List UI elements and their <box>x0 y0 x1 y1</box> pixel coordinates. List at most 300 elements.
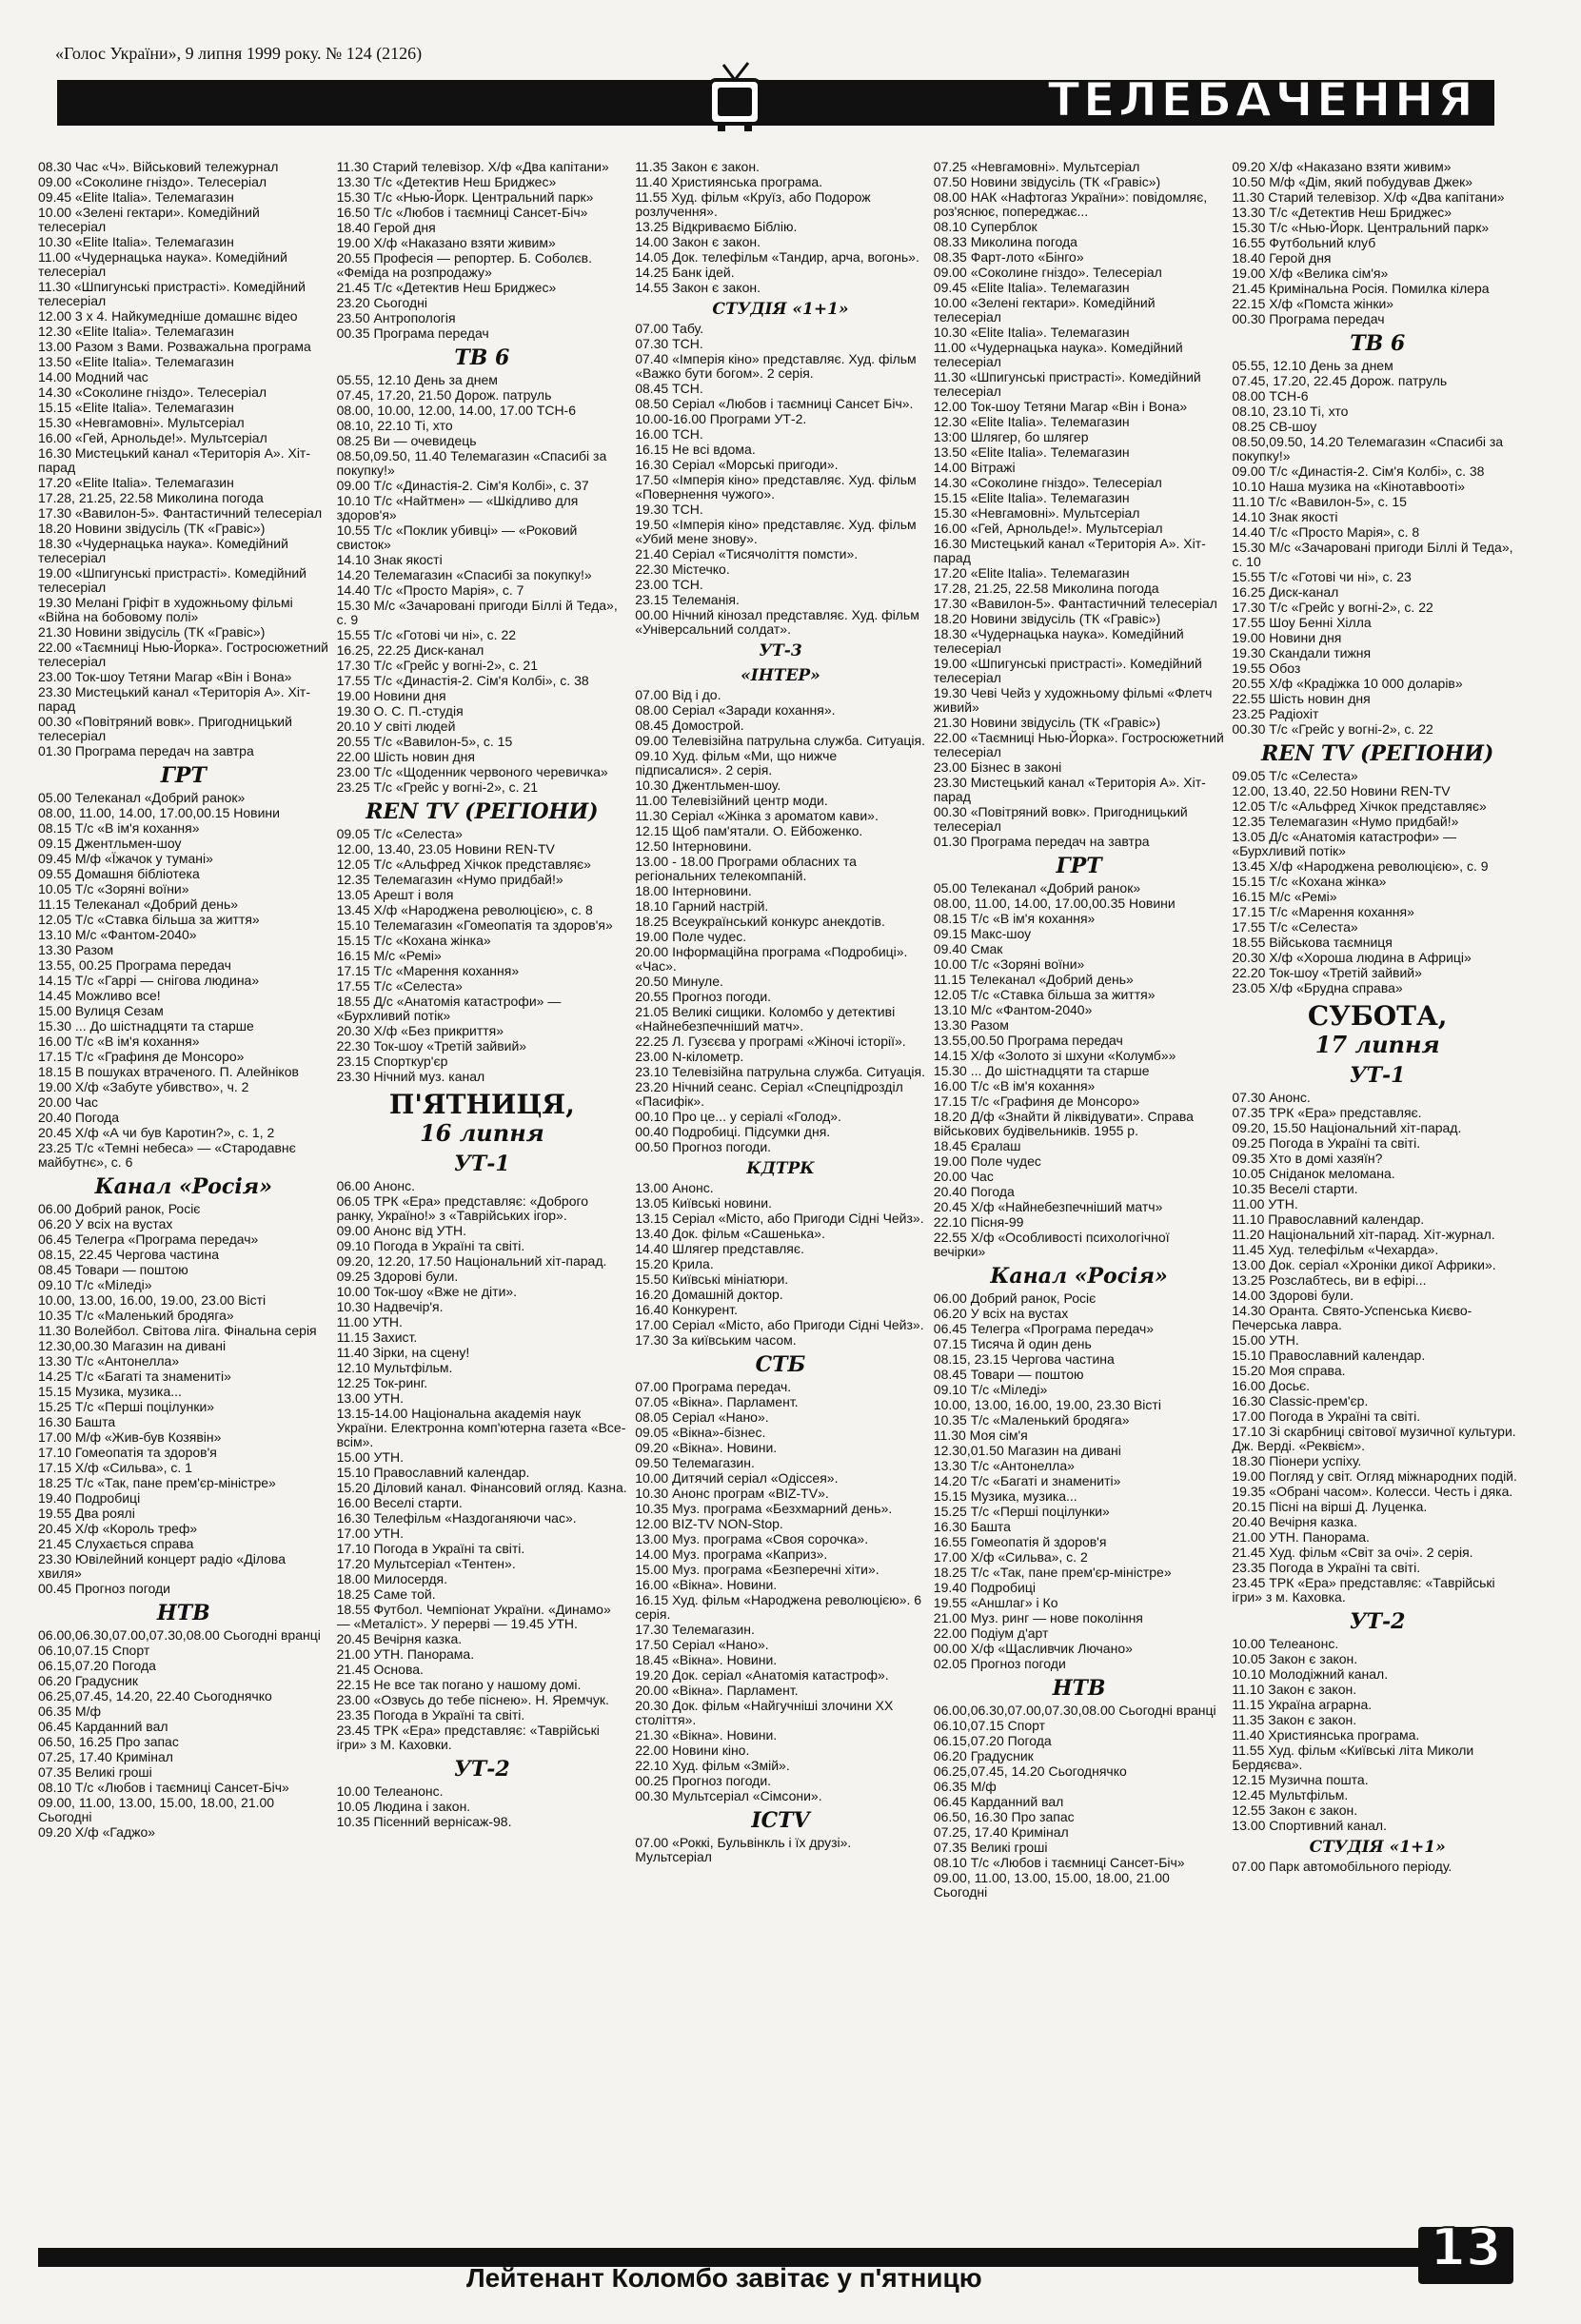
program-entry <box>38 1720 329 1734</box>
program-title: СВ-шоу <box>1265 419 1317 434</box>
program-time: 15.30 <box>336 598 370 613</box>
program-time: 23.30 <box>933 775 967 790</box>
program-entry <box>934 1810 1225 1824</box>
program-entry <box>934 731 1225 759</box>
program-time: 09.00 <box>38 174 72 189</box>
footer-headline: Лейтенант Коломбо завітає у п'ятницю <box>466 2263 982 2293</box>
program-title: Футбольний клуб <box>1265 235 1376 250</box>
program-title: «Імперія кіно» представляє. Худ. фільм «Убий мене знову». <box>635 517 917 546</box>
program-entry <box>337 1239 628 1253</box>
program-entry <box>38 1674 329 1688</box>
program-title: Україна аграрна. <box>1264 1697 1373 1712</box>
program-time: 13.15 <box>635 1211 669 1226</box>
program-time: 15.30 <box>1232 220 1266 235</box>
program-time: 14.10 <box>1232 509 1266 524</box>
program-entry <box>635 190 926 219</box>
program-title: Серіал «Морські пригоди». <box>668 457 839 472</box>
program-title: Карданний вал <box>966 1794 1064 1809</box>
program-title: Ток-шоу Тетяни Магар «Він і Вона» <box>966 399 1188 414</box>
program-title: «Гей, Арнольде!». Мультсеріал <box>71 430 267 445</box>
program-entry <box>38 416 329 430</box>
program-time: 17.15 <box>1232 904 1266 919</box>
program-title: «Зелені гектари». Комедійний телесеріал <box>933 295 1156 325</box>
program-entry <box>1232 1152 1523 1166</box>
program-entry <box>38 1324 329 1338</box>
program-title: Мультфільм. <box>1265 1787 1349 1802</box>
program-time: 08.00, 10.00, 12.00, 14.00, 17.00 <box>336 403 533 418</box>
program-title: Башта <box>71 1414 116 1429</box>
program-time: 06.20 <box>38 1216 72 1231</box>
program-title: Новини дня <box>369 688 446 703</box>
program-title: Нічний муз. канал <box>369 1069 485 1084</box>
program-title: Пісенний вернісаж-98. <box>369 1814 512 1829</box>
program-time: 16.15 <box>1232 889 1266 904</box>
program-time: 09.10 <box>933 1382 967 1397</box>
program-time: 05.55, 12.10 <box>1232 358 1307 373</box>
program-entry <box>635 518 926 546</box>
program-time: 17.00 <box>336 1526 370 1541</box>
program-entry <box>635 839 926 854</box>
channel-heading: REN TV (РЕГІОНИ) <box>366 799 599 824</box>
program-title: Поле чудес. <box>668 929 747 944</box>
program-time: 06.20 <box>933 1306 967 1321</box>
program-title: Спорт <box>108 1643 150 1658</box>
program-time: 14.00 <box>635 234 669 249</box>
program-entry <box>337 979 628 994</box>
program-entry <box>934 1018 1225 1033</box>
program-time: 16.00 <box>933 1078 967 1093</box>
program-time: 12.00 <box>38 308 72 324</box>
program-entry <box>38 882 329 896</box>
program-entry <box>635 824 926 838</box>
program-entry <box>1232 936 1523 950</box>
program-entry <box>38 355 329 369</box>
program-entry <box>337 1407 628 1449</box>
program-entry <box>337 1815 628 1829</box>
program-entry <box>1232 1561 1523 1575</box>
program-time: 14.00 <box>1232 1288 1266 1303</box>
program-title: «Вавилон-5». Фантастичний телесеріал <box>71 505 323 521</box>
program-title: Минуле. <box>668 974 723 989</box>
program-title: Т/с «Династія-2. Сім'я Колбі», с. 38 <box>1265 463 1485 479</box>
program-title: Веселі старти. <box>1265 1181 1358 1196</box>
program-title: «Elite Italia». Телемагазин <box>966 490 1130 505</box>
program-time: 10.35 <box>38 1308 72 1323</box>
program-title: Муз. програма «Безперечні хіти». <box>668 1562 879 1577</box>
program-time: 20.55 <box>336 734 370 749</box>
program-entry <box>337 765 628 779</box>
program-entry <box>934 1413 1225 1428</box>
program-title: Т/с «Готові чи ні», с. 22 <box>369 627 517 642</box>
program-entry <box>38 506 329 521</box>
program-time: 11.30 <box>1232 189 1265 205</box>
program-title: В пошуках втраченого. П. Алейніков <box>71 1064 299 1079</box>
program-title: Т/с «Так, пане прем'єр-міністре» <box>71 1475 276 1490</box>
program-title: Х/ф «Хороша людина в Африці» <box>1265 950 1472 965</box>
program-title: «Зелені гектари». Комедійний телесеріал <box>38 205 260 234</box>
program-entry <box>38 913 329 927</box>
program-entry <box>635 1140 926 1154</box>
program-time: 07.45, 17.20, 21.50 <box>336 387 452 403</box>
program-title: Т/с «Ставка більша за життя» <box>71 912 260 927</box>
program-time: 09.40 <box>933 941 967 956</box>
program-title: Мультфільм. <box>369 1360 453 1375</box>
program-time: 19.00 <box>933 656 967 671</box>
program-title: Т/с «Любов і таємниці Сансет-Біч» <box>966 1855 1185 1870</box>
program-time: 10.00, 13.00, 16.00, 19.00, 23.30 <box>933 1397 1131 1412</box>
program-entry <box>934 370 1225 399</box>
program-entry <box>1232 221 1523 235</box>
program-title: Телеанонс. <box>369 1783 444 1799</box>
program-entry <box>934 1307 1225 1321</box>
program-title: Т/с «Ставка більша за життя» <box>966 987 1156 1002</box>
program-entry <box>38 837 329 851</box>
program-time: 18.30 <box>38 536 72 551</box>
program-time: 15.20 <box>635 1256 669 1271</box>
program-entry <box>635 1471 926 1486</box>
program-time: 10.00 <box>933 295 967 310</box>
program-title: Т/с «Марення кохання» <box>1265 904 1414 919</box>
program-time: 19.20 <box>635 1667 669 1683</box>
program-entry <box>635 1563 926 1577</box>
program-time: 14.40 <box>635 1241 669 1256</box>
program-entry <box>934 1459 1225 1473</box>
program-title: М/ф <box>966 1779 997 1794</box>
program-title: Чеві Чейз у художньому фільмі «Флетч живий» <box>933 685 1213 715</box>
program-entry <box>635 1080 926 1109</box>
program-time: 21.30 <box>38 624 72 640</box>
program-title: Піонери успіху. <box>1265 1453 1362 1468</box>
program-entry <box>934 1094 1225 1109</box>
program-time: 23.30 <box>336 1069 370 1084</box>
program-entry <box>1232 251 1523 266</box>
program-entry <box>635 975 926 989</box>
program-title: Т/с «В ім'я кохання» <box>966 1078 1096 1093</box>
program-time: 15.00 <box>38 1003 72 1018</box>
program-entry <box>38 989 329 1003</box>
program-entry <box>1232 1273 1523 1288</box>
program-entry <box>337 1330 628 1345</box>
program-title: Т/с «Альфред Хічкок представляє» <box>369 857 591 872</box>
program-time: 09.20 <box>635 1440 669 1455</box>
program-time: 10.05 <box>336 1799 370 1814</box>
program-entry <box>934 1049 1225 1063</box>
program-entry <box>635 1050 926 1064</box>
program-title: Від і до. <box>668 687 721 702</box>
program-time: 19.00 <box>336 688 370 703</box>
program-title: Телевізійний центр моди. <box>667 793 828 808</box>
program-entry <box>934 1215 1225 1230</box>
program-title: Т/с «Селеста» <box>369 826 463 841</box>
program-time: 23.00 <box>635 1049 669 1064</box>
program-title: Програма передач на завтра <box>966 834 1150 849</box>
program-title: «Elite Italia». Телемагазин <box>71 354 234 369</box>
program-entry <box>337 842 628 857</box>
program-time: 06.10,07.15 <box>38 1643 109 1658</box>
program-entry <box>934 1719 1225 1733</box>
program-time: 07.00 <box>635 321 669 336</box>
program-title: Діловий канал. Фінансовий огляд. Казна. <box>369 1480 627 1495</box>
program-time: 10.10 <box>1232 1666 1266 1682</box>
program-title: ТРК «Ера» представляє. <box>1265 1105 1422 1120</box>
program-title: Православний календар. <box>1264 1211 1425 1227</box>
program-title: Х/ф «Помста жінки» <box>1265 296 1394 311</box>
program-time: 17.00 <box>38 1429 72 1445</box>
program-title: Старий телевізор. Х/ф «Два капітани» <box>368 160 609 174</box>
program-title: Професія — репортер. Б. Соболєв. «Феміда на розпродажу» <box>336 250 592 280</box>
program-title: Л. Гузєєва у програмі «Жіночі історії». <box>668 1034 906 1049</box>
program-entry <box>934 1064 1225 1078</box>
program-title: Сьогодні вранці <box>1115 1703 1216 1718</box>
program-title: Телемагазин. <box>668 1622 755 1637</box>
program-time: 00.00 <box>635 607 669 622</box>
program-entry <box>635 1743 926 1758</box>
program-entry <box>934 612 1225 626</box>
program-title: ТСН-6 <box>532 403 577 418</box>
program-title: Київські мініатюри. <box>668 1271 789 1287</box>
program-title: Диск-канал <box>410 642 484 658</box>
program-time: 16.00 <box>933 521 967 536</box>
program-time: 13.05 <box>635 1195 669 1211</box>
program-title: Т/с «Селеста» <box>1265 768 1358 783</box>
program-entry <box>635 1410 926 1425</box>
program-title: Т/с «Любов і таємниці Сансет-Біч» <box>369 205 588 220</box>
program-time: 10.00 <box>336 1783 370 1799</box>
program-entry <box>1232 1167 1523 1181</box>
program-title: Мультсеріал «Тентен». <box>369 1556 516 1571</box>
program-title: Телегра «Програма передач» <box>966 1321 1155 1336</box>
program-entry <box>635 1125 926 1139</box>
program-entry <box>635 809 926 823</box>
program-time: 19.55 <box>38 1506 72 1521</box>
program-title: Домашній доктор. <box>668 1287 783 1302</box>
program-entry <box>38 670 329 684</box>
program-title: Анонс від УТН. <box>369 1223 467 1238</box>
program-time: 09.25 <box>336 1269 370 1284</box>
program-time: 15.10 <box>1232 1348 1266 1363</box>
program-entry <box>1232 1500 1523 1514</box>
program-title: УТН. <box>369 1526 404 1541</box>
program-title: Фарт-лото «Бінго» <box>966 249 1084 265</box>
program-entry <box>1232 1258 1523 1272</box>
program-entry <box>1232 1182 1523 1196</box>
program-entry <box>635 1196 926 1211</box>
channel-heading: УТ-2 <box>454 1757 510 1782</box>
program-title: Сьогодні <box>38 1809 92 1824</box>
program-title: Карданний вал <box>71 1719 168 1734</box>
program-title: Т/с «Перші поцілунки» <box>71 1399 215 1414</box>
program-time: 23.15 <box>635 592 669 607</box>
program-time: 22.25 <box>635 1034 669 1049</box>
program-title: Закон є закон. <box>1265 1802 1358 1818</box>
program-title: Конкурент. <box>668 1302 738 1317</box>
program-time: 23.35 <box>1232 1560 1266 1575</box>
program-entry <box>337 1224 628 1238</box>
program-entry <box>337 964 628 978</box>
program-entry <box>337 221 628 235</box>
program-entry <box>934 957 1225 972</box>
program-title: BIZ-TV NON-Stop. <box>668 1516 783 1531</box>
channel-heading: ТВ 6 <box>1350 331 1406 356</box>
program-title: Телемагазин «Спасибі за покупку!» <box>369 567 592 582</box>
program-entry <box>38 309 329 324</box>
program-title: Добрий ранок, Росіє <box>966 1290 1097 1306</box>
program-entry <box>1232 1713 1523 1727</box>
program-title: Сьогоднячко <box>1044 1763 1127 1779</box>
program-time: 07.45, 17.20, 22.45 <box>1232 373 1348 388</box>
program-time: 13.30 <box>38 1353 72 1369</box>
program-time: 14.20 <box>336 567 370 582</box>
program-time: 21.45 <box>1232 281 1266 296</box>
program-time: 13.30 <box>1232 205 1266 220</box>
program-time: 12.05 <box>933 987 967 1002</box>
program-time: 00.30 <box>38 714 72 729</box>
program-title: Телемагазин «Нумо придбай!» <box>369 872 563 887</box>
program-time: 07.05 <box>635 1394 669 1409</box>
program-time: 08.00 <box>635 702 669 718</box>
program-title: УТН. <box>1264 1196 1298 1211</box>
program-entry <box>635 778 926 793</box>
program-entry <box>337 827 628 841</box>
program-time: 16.30 <box>1232 1393 1266 1408</box>
program-time: 20.00 <box>635 1683 669 1698</box>
program-entry <box>1232 190 1523 205</box>
program-title: Веселі старти. <box>369 1495 463 1510</box>
program-time: 13.25 <box>1232 1272 1266 1288</box>
program-title: Закон є закон. <box>1265 1651 1358 1666</box>
program-time: 20.45 <box>38 1125 72 1140</box>
program-time: 14.00 <box>635 1546 669 1562</box>
program-title: Саме той. <box>369 1586 436 1602</box>
program-entry <box>1232 1728 1523 1743</box>
program-title: Наша музика на «Кінотавbooті» <box>1265 479 1466 494</box>
program-title: Ток-ринг. <box>369 1375 428 1390</box>
program-time: 16.00 <box>635 426 669 442</box>
program-title: Т/с «Династія-2. Сім'я Колбі», с. 37 <box>369 478 589 493</box>
program-title: Єралаш <box>966 1138 1021 1153</box>
program-time: 11.30 <box>38 1323 70 1338</box>
program-time: 06.20 <box>38 1673 72 1688</box>
program-time: 08.50,09.50, 14.20 <box>1232 434 1344 449</box>
program-title: Новини звідусіль (ТК «Гравіс») <box>966 611 1161 626</box>
program-title: Шість новин дня <box>1265 691 1371 706</box>
program-title: Товари — поштою <box>71 1262 188 1277</box>
program-time: 21.45 <box>336 280 370 295</box>
program-time: 13.00 - 18.00 <box>635 854 714 869</box>
program-title: Погода <box>966 1184 1015 1199</box>
program-time: 10.00 <box>933 956 967 972</box>
program-title: «Імперія кіно» представляє. Худ. фільм «Повернення чужого». <box>635 472 917 502</box>
program-title: Добрий ранок, Росіє <box>71 1201 201 1216</box>
program-entry <box>635 1517 926 1531</box>
program-title: Магазин на дивані <box>1003 1443 1121 1458</box>
program-entry <box>635 915 926 929</box>
program-title: Т/с «В ім'я кохання» <box>71 1034 200 1049</box>
program-entry <box>337 479 628 493</box>
program-title: Т/с «Поклик убивці» — «Роковий свисток» <box>336 522 578 552</box>
program-title: Ювілейний концерт радіо «Ділова хвиля» <box>38 1551 286 1581</box>
program-entry <box>635 855 926 883</box>
program-time: 00.10 <box>635 1109 669 1124</box>
program-title: Великі сищики. Коломбо у детективі «Найнебезпечніший матч». <box>635 1004 896 1034</box>
program-entry <box>337 523 628 552</box>
program-entry <box>1232 1136 1523 1151</box>
program-time: 07.40 <box>635 351 669 366</box>
program-title: Муз. ринг — нове покоління <box>966 1610 1143 1625</box>
program-title: Х/ф «Сильва», с. 2 <box>966 1549 1088 1565</box>
program-time: 22.30 <box>336 1038 370 1054</box>
program-time: 23.20 <box>336 295 370 310</box>
program-entry <box>635 337 926 351</box>
program-entry <box>38 897 329 912</box>
program-time: 06.20 <box>933 1748 967 1763</box>
program-entry <box>635 1668 926 1683</box>
program-entry <box>1232 1289 1523 1303</box>
program-title: Сьогодні <box>369 295 428 310</box>
program-entry <box>337 1285 628 1299</box>
program-entry <box>38 744 329 758</box>
program-title: Програма передач <box>111 957 231 973</box>
program-time: 09.15 <box>38 836 72 851</box>
program-title: Київські новини. <box>668 1195 772 1211</box>
program-entry <box>635 945 926 974</box>
program-time: 06.00 <box>336 1178 370 1193</box>
program-entry <box>1232 1394 1523 1408</box>
program-title: Дорож. патруль <box>451 387 552 403</box>
program-title: Новини звідусіль (ТК «Гравіс») <box>71 521 266 536</box>
program-title: Ті, хто <box>410 418 453 433</box>
program-entry <box>38 852 329 866</box>
program-entry <box>635 1699 926 1727</box>
page-number: 13 <box>1430 2217 1502 2277</box>
program-entry <box>934 566 1225 581</box>
program-time: 08.10 <box>933 1855 967 1870</box>
program-title: Т/с «В ім'я кохання» <box>966 911 1096 926</box>
program-entry <box>635 1653 926 1667</box>
program-entry <box>1232 1667 1523 1682</box>
program-time: 17.30 <box>1232 600 1266 615</box>
program-entry <box>38 431 329 445</box>
program-title: О. С. П.-студія <box>369 703 464 719</box>
program-title: «Вавилон-5». Фантастичний телесеріал <box>966 596 1217 611</box>
program-time: 06.50, 16.30 <box>933 1809 1008 1824</box>
program-title: «Повітряний вовк». Пригодницький телесеріал <box>38 714 292 743</box>
program-time: 16.30 <box>38 445 72 461</box>
program-time: 12.00, 13.40, 23.05 <box>336 841 452 857</box>
program-time: 00.30 <box>933 804 967 819</box>
program-title: Муз. програма «Безхмарний день». <box>668 1501 893 1516</box>
program-title: Х/ф «Наказано взяти живим» <box>1265 160 1452 174</box>
program-entry <box>635 719 926 733</box>
program-title: Герой дня <box>1265 250 1332 266</box>
program-time: 10.05 <box>38 881 72 896</box>
program-title: Т/с «Антонелла» <box>966 1458 1075 1473</box>
program-entry <box>1232 585 1523 600</box>
program-entry <box>635 1380 926 1394</box>
program-time: 12.05 <box>38 912 72 927</box>
program-entry <box>1232 1469 1523 1484</box>
program-time: 23.30 <box>38 684 72 699</box>
program-entry <box>934 325 1225 340</box>
program-entry <box>635 1836 926 1864</box>
program-entry <box>635 547 926 561</box>
program-time: 08.10, 22.10 <box>336 418 411 433</box>
program-title: Серіал «Тисячоліття помсти». <box>668 546 859 561</box>
program-time: 11.30 <box>933 1428 966 1443</box>
program-entry <box>934 1871 1225 1900</box>
program-entry <box>337 918 628 933</box>
program-time: 15.30 <box>336 189 370 205</box>
